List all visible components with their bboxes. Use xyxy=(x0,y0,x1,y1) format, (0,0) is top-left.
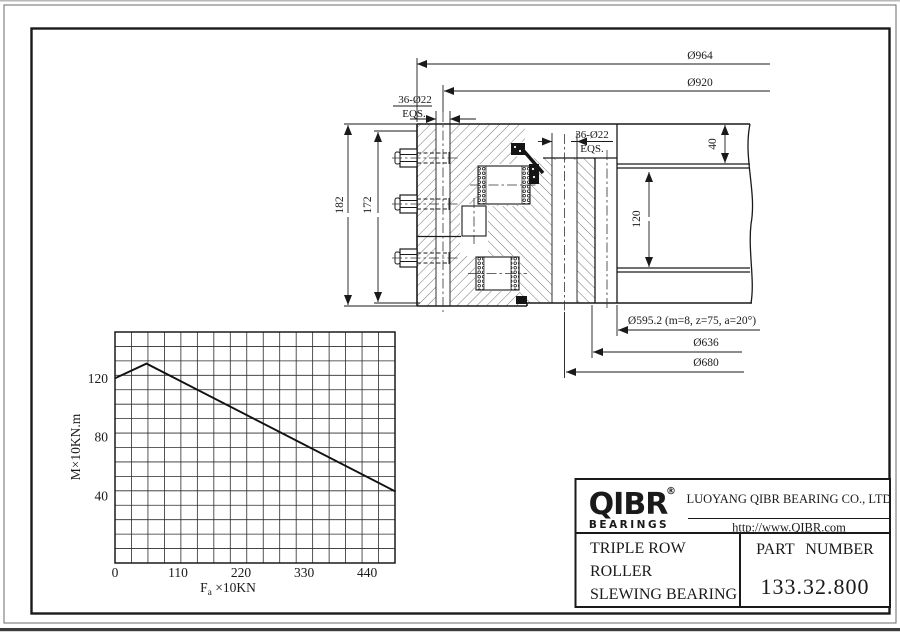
dim-total-height: 182 xyxy=(334,196,346,214)
seal-lower xyxy=(516,296,527,304)
y-tick-label: 40 xyxy=(94,488,108,504)
chart-y-axis-title: M×10KN.m xyxy=(68,413,83,481)
load-chart xyxy=(68,332,396,598)
bearing-section-view xyxy=(334,50,770,378)
dim-flange-height: 40 xyxy=(707,138,719,150)
callout-eqs-inner: EQS. xyxy=(580,143,604,155)
brand-logo xyxy=(589,486,676,531)
dim-inner-height: 172 xyxy=(362,196,374,214)
dim-gear-spec: Ø595.2 (m=8, z=75, a=20°) xyxy=(627,315,757,327)
dim-bolt-circle-outer: Ø920 xyxy=(687,77,713,89)
product-line-2: ROLLER xyxy=(590,563,653,580)
y-tick-label: 120 xyxy=(87,370,108,386)
y-tick-label: 80 xyxy=(94,429,108,445)
sheet-bottom-edge xyxy=(0,628,900,631)
registered-mark-icon: ® xyxy=(666,486,676,497)
dim-outer-diameter: Ø964 xyxy=(687,50,713,62)
callout-holes-outer: 36-Ø22 xyxy=(398,94,432,106)
logo-subtext: BEARINGS xyxy=(588,519,670,531)
x-tick-label: 330 xyxy=(293,565,315,580)
dim-bore-height: 120 xyxy=(631,210,643,228)
dim-bolt-circle-inner: Ø680 xyxy=(693,357,719,369)
company-name: LUOYANG QIBR BEARING CO., LTD xyxy=(686,492,892,506)
load-curve xyxy=(115,364,396,492)
chart-x-axis-title: $F_a \times 10KN$ xyxy=(200,580,256,598)
title-block xyxy=(576,479,892,607)
product-line-1: TRIPLE ROW xyxy=(590,540,686,557)
x-tick-label: 110 xyxy=(168,565,188,580)
callout-eqs-outer: EQS. xyxy=(402,108,426,120)
x-tick-label: 220 xyxy=(230,565,252,580)
roller-upper xyxy=(470,166,538,204)
roller-lower xyxy=(468,257,527,290)
x-tick-label: 0 xyxy=(111,565,119,580)
product-line-3: SLEWING BEARING xyxy=(590,586,738,603)
logo-text: QIBR xyxy=(588,487,668,522)
part-number-label: PART NUMBER xyxy=(756,541,874,558)
callout-holes-inner: 36-Ø22 xyxy=(575,129,609,141)
x-tick-label: 440 xyxy=(356,565,378,580)
part-number-value: 133.32.800 xyxy=(760,574,870,599)
dim-root-diameter: Ø636 xyxy=(693,337,719,349)
company-website: http://www.QIBR.com xyxy=(732,520,846,535)
break-line xyxy=(748,124,753,303)
